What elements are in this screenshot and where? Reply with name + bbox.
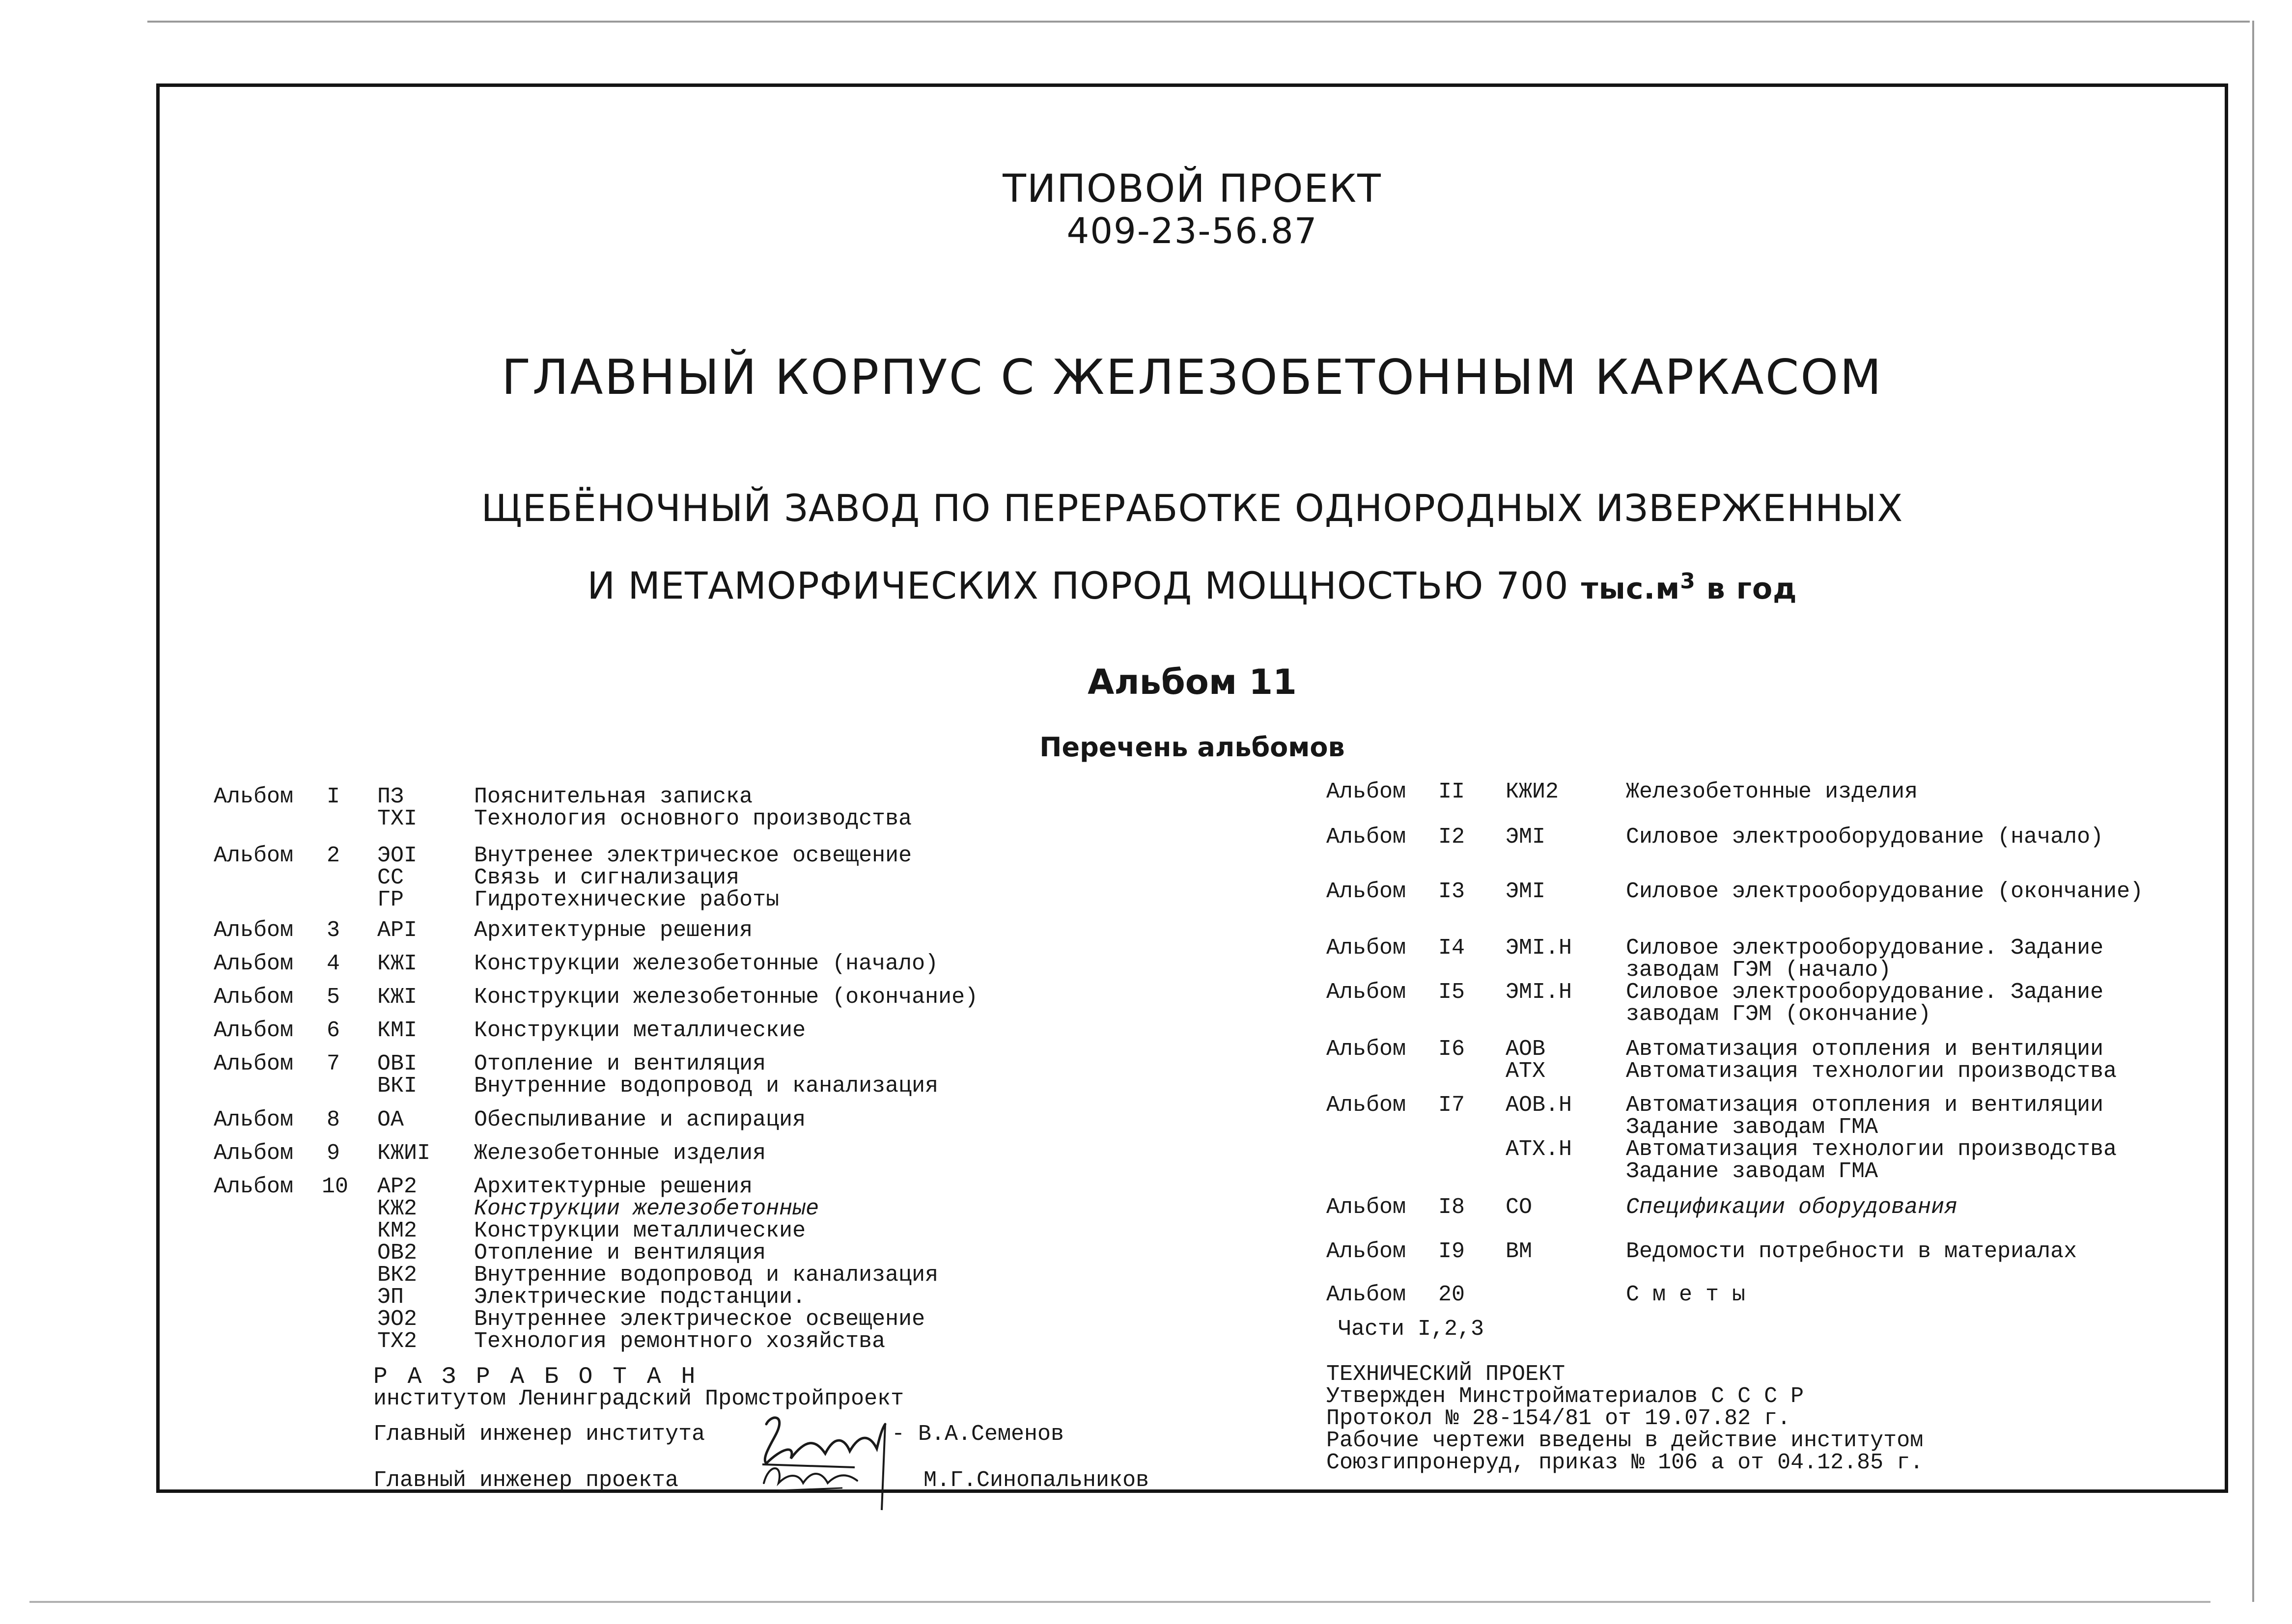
album-code: АРI: [377, 918, 418, 943]
album-title: Отопление и вентиляция: [474, 1240, 766, 1266]
album-title: Внутренее электрическое освещение: [474, 843, 912, 868]
capacity-unit: [1581, 569, 1797, 606]
sheet-edge-right: [2252, 21, 2254, 1602]
album-code: ГР: [377, 887, 404, 912]
approval-line-2: Утвержден Минстройматериалов С С С Р: [1326, 1384, 1804, 1409]
album-word: Альбом: [1326, 980, 1406, 1005]
album-title: заводам ГЭМ (окончание): [1626, 1002, 1931, 1027]
album-word: Альбом: [214, 985, 294, 1010]
album-number: 5: [327, 985, 340, 1010]
album-code: ЭП: [377, 1285, 404, 1310]
album-title: Конструкции железобетонные (начало): [474, 951, 939, 976]
developer-institute: институтом Ленинградский Промстройпроект: [373, 1386, 904, 1411]
capacity-unit-base: тыс.м: [1581, 572, 1680, 606]
album-code: СО: [1506, 1195, 1533, 1220]
album-code: АТХ: [1506, 1059, 1546, 1084]
signature-sinopalnikov: [759, 1454, 867, 1503]
approval-line-4: Рабочие чертежи введены в действие институтом: [1326, 1428, 1924, 1453]
album-title: Электрические подстанции.: [474, 1285, 806, 1310]
album-title: Пояснительная записка: [474, 784, 753, 809]
album-code: КЖ2: [377, 1196, 418, 1221]
album-number: 3: [327, 918, 340, 943]
album-word: Альбом: [214, 1141, 294, 1166]
album-title: Ведомости потребности в материалах: [1626, 1239, 2077, 1264]
album-title: С м е т ы: [1626, 1282, 1746, 1307]
album-code: АОВ.Н: [1506, 1093, 1572, 1118]
album-number: I9: [1438, 1239, 1465, 1264]
album-title: Автоматизация технологии производства: [1626, 1059, 2117, 1084]
album-word: Альбом: [214, 951, 294, 976]
album-code: КЖI: [377, 985, 418, 1010]
album-code: ЭМI: [1506, 879, 1546, 904]
album-title: Силовое электрооборудование. Задание: [1626, 936, 2104, 961]
album-number: 2: [327, 843, 340, 868]
approval-line-5: Союзгипронеруд, приказ № 106 а от 04.12.85 г.: [1326, 1450, 1924, 1475]
album-word: Альбом: [214, 784, 294, 809]
album-title: Конструкции железобетонные: [474, 1196, 819, 1221]
album-code: ВКI: [377, 1073, 418, 1099]
album-word: Альбом: [1326, 1195, 1406, 1220]
album-number: I6: [1438, 1037, 1465, 1062]
album-word: Альбом: [1326, 1282, 1406, 1307]
album-title: Технология ремонтного хозяйства: [474, 1329, 886, 1354]
album-label: Альбом 11: [1088, 662, 1297, 702]
subtitle-line-1: ЩЕБЁНОЧНЫЙ ЗАВОД ПО ПЕРЕРАБОТКЕ ОДНОРОДНЫХ ИЗВЕРЖЕННЫХ: [481, 486, 1903, 530]
album-word: Альбом: [1326, 1037, 1406, 1062]
capacity-unit-exponent: 3: [1680, 569, 1696, 594]
album-number: II: [1438, 779, 1465, 804]
album-word: Альбом: [1326, 879, 1406, 904]
album-code: АОВ: [1506, 1037, 1546, 1062]
album-title: Силовое электрооборудование (окончание): [1626, 879, 2144, 904]
album-number: I4: [1438, 936, 1465, 961]
album-word: Альбом: [214, 1051, 294, 1076]
album-title: Автоматизация отопления и вентиляции: [1626, 1093, 2104, 1118]
album-title: Архитектурные решения: [474, 1174, 753, 1199]
album-code: КЖИI: [377, 1141, 431, 1166]
album-word: Альбом: [1326, 936, 1406, 961]
album-code: КЖI: [377, 951, 418, 976]
album-title: Архитектурные решения: [474, 918, 753, 943]
album-title: Конструкции металлические: [474, 1018, 806, 1043]
album-word: Альбом: [1326, 825, 1406, 850]
album-title: Автоматизация технологии производства: [1626, 1137, 2117, 1162]
album-number: 20: [1438, 1282, 1465, 1307]
album-word: Альбом: [1326, 779, 1406, 804]
album-list-title: Перечень альбомов: [1039, 732, 1345, 763]
album-number: 9: [327, 1141, 340, 1166]
album-code: ТХI: [377, 806, 418, 831]
album-code: АТХ.Н: [1506, 1137, 1572, 1162]
album-code: ПЗ: [377, 784, 404, 809]
album-word: Альбом: [1326, 1239, 1406, 1264]
album-word: Альбом: [1326, 1093, 1406, 1118]
chief-engineer-project-label: Главный инженер проекта: [373, 1468, 679, 1493]
chief-engineer-institute-label: Главный инженер института: [373, 1422, 705, 1447]
album-number: 7: [327, 1051, 340, 1076]
album-title: Силовое электрооборудование (начало): [1626, 825, 2104, 850]
album-word: Альбом: [214, 918, 294, 943]
album-code: ОВI: [377, 1051, 418, 1076]
album-code: АР2: [377, 1174, 418, 1199]
main-title: ГЛАВНЫЙ КОРПУС С ЖЕЛЕЗОБЕТОННЫМ КАРКАСОМ: [502, 350, 1883, 406]
album-number: I3: [1438, 879, 1465, 904]
album-title: Внутренние водопровод и канализация: [474, 1073, 939, 1099]
album-number: 4: [327, 951, 340, 976]
album-code: КМI: [377, 1018, 418, 1043]
album-title: Спецификации оборудования: [1626, 1195, 1958, 1220]
album-code: ВК2: [377, 1263, 418, 1288]
album-code: ЭМI.Н: [1506, 936, 1572, 961]
album-title: Внутренние водопровод и канализация: [474, 1263, 939, 1288]
approval-line-3: Протокол № 28-154/81 от 19.07.82 г.: [1326, 1406, 1791, 1431]
album-title: Внутреннее электрическое освещение: [474, 1307, 925, 1332]
album-title: Конструкции железобетонные (окончание): [474, 985, 978, 1010]
album-code: СС: [377, 865, 404, 890]
album-number: I5: [1438, 980, 1465, 1005]
album-word: Альбом: [214, 1107, 294, 1132]
sheet-edge-top: [147, 21, 2250, 23]
album-number: I7: [1438, 1093, 1465, 1118]
album-code: ТХ2: [377, 1329, 418, 1354]
album-parts: Части I,2,3: [1338, 1317, 1484, 1342]
album-title: Силовое электрооборудование. Задание: [1626, 980, 2104, 1005]
album-title: Отопление и вентиляция: [474, 1051, 766, 1076]
album-number: 10: [322, 1174, 349, 1199]
album-title: Гидротехнические работы: [474, 887, 780, 912]
project-number: 409-23-56.87: [1066, 210, 1318, 251]
album-title: заводам ГЭМ (начало): [1626, 958, 1892, 983]
chief-engineer-institute-name: - В.А.Семенов: [892, 1422, 1064, 1447]
album-title: Железобетонные изделия: [474, 1141, 766, 1166]
album-number: 6: [327, 1018, 340, 1043]
album-number: 8: [327, 1107, 340, 1132]
album-code: ОА: [377, 1107, 404, 1132]
album-number: I8: [1438, 1195, 1465, 1220]
subtitle-line-2-main: И МЕТАМОРФИЧЕСКИХ ПОРОД МОЩНОСТЬЮ 700: [587, 564, 1569, 607]
album-code: ОВ2: [377, 1240, 418, 1266]
album-word: Альбом: [214, 1018, 294, 1043]
album-title: Обеспыливание и аспирация: [474, 1107, 806, 1132]
capacity-unit-tail: в год: [1706, 572, 1797, 606]
album-title: Задание заводам ГМА: [1626, 1115, 1878, 1140]
album-number: I2: [1438, 825, 1465, 850]
album-code: ВМ: [1506, 1239, 1533, 1264]
album-code: ЭО2: [377, 1307, 418, 1332]
album-word: Альбом: [214, 843, 294, 868]
sheet-edge-bottom: [29, 1601, 2210, 1603]
album-number: I: [327, 784, 340, 809]
album-title: Конструкции металлические: [474, 1218, 806, 1243]
album-code: ЭОI: [377, 843, 418, 868]
developer-heading: Р А З Р А Б О Т А Н: [373, 1364, 699, 1390]
chief-engineer-project-name: М.Г.Синопальников: [923, 1468, 1149, 1493]
album-code: ЭМI: [1506, 825, 1546, 850]
album-title: Автоматизация отопления и вентиляции: [1626, 1037, 2104, 1062]
album-title: Железобетонные изделия: [1626, 779, 1918, 804]
album-title: Связь и сигнализация: [474, 865, 740, 890]
album-code: КЖИ2: [1506, 779, 1559, 804]
approval-line-1: ТЕХНИЧЕСКИЙ ПРОЕКТ: [1326, 1362, 1565, 1387]
album-title: Технология основного производства: [474, 806, 912, 831]
album-word: Альбом: [214, 1174, 294, 1199]
subtitle-line-2: [156, 564, 2228, 607]
album-title: Задание заводам ГМА: [1626, 1159, 1878, 1184]
album-code: КМ2: [377, 1218, 418, 1243]
album-code: ЭМI.Н: [1506, 980, 1572, 1005]
project-type: ТИПОВОЙ ПРОЕКТ: [1003, 167, 1382, 211]
